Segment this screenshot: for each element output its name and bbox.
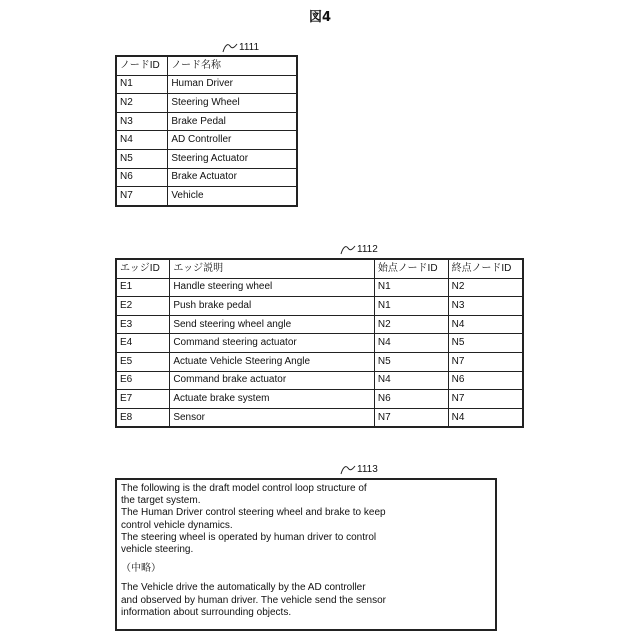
table-row bbox=[116, 408, 523, 427]
reference-label-edge-table bbox=[340, 243, 378, 255]
node-id-cell: N4 bbox=[116, 131, 168, 150]
reference-number: 1112 bbox=[357, 245, 378, 255]
leader-line-icon bbox=[340, 243, 356, 255]
table-row bbox=[116, 297, 523, 316]
start-node-cell: N4 bbox=[374, 371, 448, 390]
edge-description-cell: Push brake pedal bbox=[170, 297, 375, 316]
node-name-cell: Steering Actuator bbox=[168, 149, 297, 168]
header-cell: 始点ノードID bbox=[374, 259, 448, 278]
table-row bbox=[116, 315, 523, 334]
text-line: vehicle steering. bbox=[121, 544, 491, 556]
omitted-marker: （中略） bbox=[121, 563, 491, 575]
edge-id-cell: E8 bbox=[116, 408, 170, 427]
end-node-cell: N2 bbox=[448, 278, 523, 297]
edge-id-cell: E2 bbox=[116, 297, 170, 316]
table-row bbox=[116, 149, 297, 168]
table-row bbox=[116, 94, 297, 113]
node-name-cell: Brake Pedal bbox=[168, 112, 297, 131]
end-node-cell: N4 bbox=[448, 408, 523, 427]
model-description-text-box bbox=[115, 478, 497, 631]
edge-id-cell: E1 bbox=[116, 278, 170, 297]
edge-id-cell: E7 bbox=[116, 390, 170, 409]
node-name-cell: Vehicle bbox=[168, 187, 297, 206]
text-line: information about surrounding objects. bbox=[121, 607, 491, 619]
text-line: control vehicle dynamics. bbox=[121, 520, 491, 532]
start-node-cell: N2 bbox=[374, 315, 448, 334]
figure-title: 図4 bbox=[0, 6, 640, 25]
node-table bbox=[115, 55, 298, 207]
edge-table bbox=[115, 258, 524, 428]
leader-line-icon bbox=[340, 463, 356, 475]
table-row bbox=[116, 278, 523, 297]
table-row bbox=[116, 371, 523, 390]
text-line: The Vehicle drive the automatically by the AD controller bbox=[121, 582, 491, 594]
node-id-cell: N2 bbox=[116, 94, 168, 113]
table-row bbox=[116, 334, 523, 353]
table-row bbox=[116, 75, 297, 94]
end-node-cell: N3 bbox=[448, 297, 523, 316]
table-row bbox=[116, 131, 297, 150]
end-node-cell: N5 bbox=[448, 334, 523, 353]
reference-label-text-box bbox=[340, 463, 378, 475]
start-node-cell: N1 bbox=[374, 297, 448, 316]
edge-description-cell: Command steering actuator bbox=[170, 334, 375, 353]
table-row bbox=[116, 168, 297, 187]
table-row bbox=[116, 390, 523, 409]
node-id-cell: N3 bbox=[116, 112, 168, 131]
header-cell: ノードID bbox=[116, 56, 168, 75]
end-node-cell: N7 bbox=[448, 390, 523, 409]
end-node-cell: N6 bbox=[448, 371, 523, 390]
end-node-cell: N7 bbox=[448, 352, 523, 371]
header-cell: 終点ノードID bbox=[448, 259, 523, 278]
header-cell: ノード名称 bbox=[168, 56, 297, 75]
start-node-cell: N1 bbox=[374, 278, 448, 297]
edge-id-cell: E4 bbox=[116, 334, 170, 353]
table-header-row bbox=[116, 56, 297, 75]
node-id-cell: N7 bbox=[116, 187, 168, 206]
leader-line-icon bbox=[222, 41, 238, 53]
edge-description-cell: Command brake actuator bbox=[170, 371, 375, 390]
edge-description-cell: Actuate Vehicle Steering Angle bbox=[170, 352, 375, 371]
text-line: The following is the draft model control loop structure of bbox=[121, 483, 491, 495]
edge-id-cell: E5 bbox=[116, 352, 170, 371]
node-name-cell: AD Controller bbox=[168, 131, 297, 150]
start-node-cell: N6 bbox=[374, 390, 448, 409]
edge-description-cell: Actuate brake system bbox=[170, 390, 375, 409]
reference-label-node-table bbox=[222, 41, 259, 53]
node-id-cell: N6 bbox=[116, 168, 168, 187]
table-row bbox=[116, 352, 523, 371]
node-id-cell: N1 bbox=[116, 75, 168, 94]
node-id-cell: N5 bbox=[116, 149, 168, 168]
text-line: The Human Driver control steering wheel and brake to keep bbox=[121, 507, 491, 519]
start-node-cell: N7 bbox=[374, 408, 448, 427]
edge-id-cell: E6 bbox=[116, 371, 170, 390]
text-line: The steering wheel is operated by human driver to control bbox=[121, 532, 491, 544]
reference-number: 1113 bbox=[357, 465, 378, 475]
node-name-cell: Brake Actuator bbox=[168, 168, 297, 187]
table-row bbox=[116, 187, 297, 206]
text-line: and observed by human driver. The vehicle send the sensor bbox=[121, 595, 491, 607]
edge-description-cell: Handle steering wheel bbox=[170, 278, 375, 297]
start-node-cell: N5 bbox=[374, 352, 448, 371]
node-name-cell: Steering Wheel bbox=[168, 94, 297, 113]
header-cell: エッジ説明 bbox=[170, 259, 375, 278]
end-node-cell: N4 bbox=[448, 315, 523, 334]
table-header-row bbox=[116, 259, 523, 278]
edge-description-cell: Sensor bbox=[170, 408, 375, 427]
reference-number: 1111 bbox=[239, 43, 259, 53]
node-name-cell: Human Driver bbox=[168, 75, 297, 94]
text-line: the target system. bbox=[121, 495, 491, 507]
edge-description-cell: Send steering wheel angle bbox=[170, 315, 375, 334]
edge-id-cell: E3 bbox=[116, 315, 170, 334]
table-row bbox=[116, 112, 297, 131]
start-node-cell: N4 bbox=[374, 334, 448, 353]
header-cell: エッジID bbox=[116, 259, 170, 278]
